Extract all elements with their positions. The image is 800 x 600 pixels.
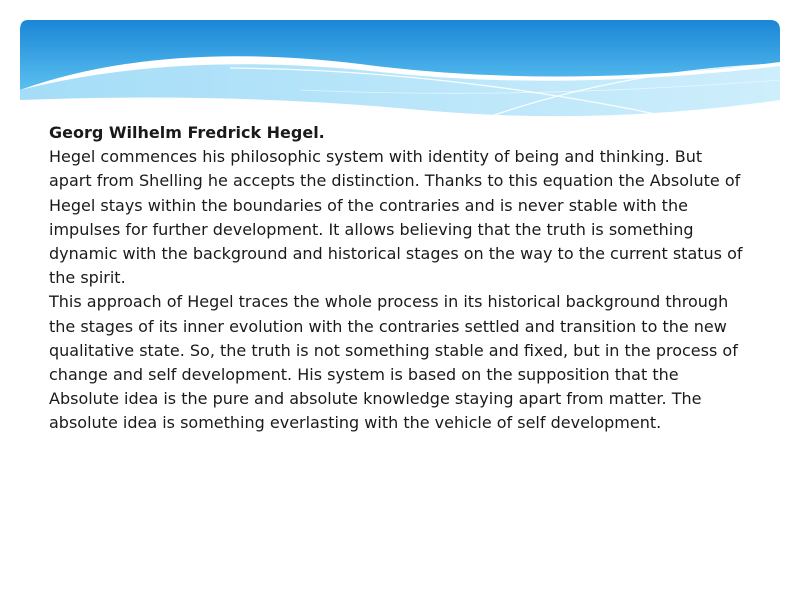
paragraph-1: Hegel commences his philosophic system with identity of being and thinking. But apart from Shelling he accepts the distinction. Thanks to this equation the Absolute of Hegel stays within the boundaries of the contraries and is never stable with the impulses for further development. It allows believing that the truth is something dynamic with the background and historical stages on the way to the current status of the spirit. — [49, 147, 743, 288]
slide-title: Georg Wilhelm Fredrick Hegel. — [49, 123, 325, 142]
paragraph-2: This approach of Hegel traces the whole process in its historical background through the stages of its inner evolution with the contraries settled and transition to the new qualitative state. So, the truth is not something stable and fixed, but in the process of change and self development. His system is based on the supposition that the Absolute idea is the pure and absolute knowledge staying apart from matter. The absolute idea is something everlasting with the vehicle of self development. — [49, 292, 738, 433]
slide-body — [49, 121, 749, 436]
